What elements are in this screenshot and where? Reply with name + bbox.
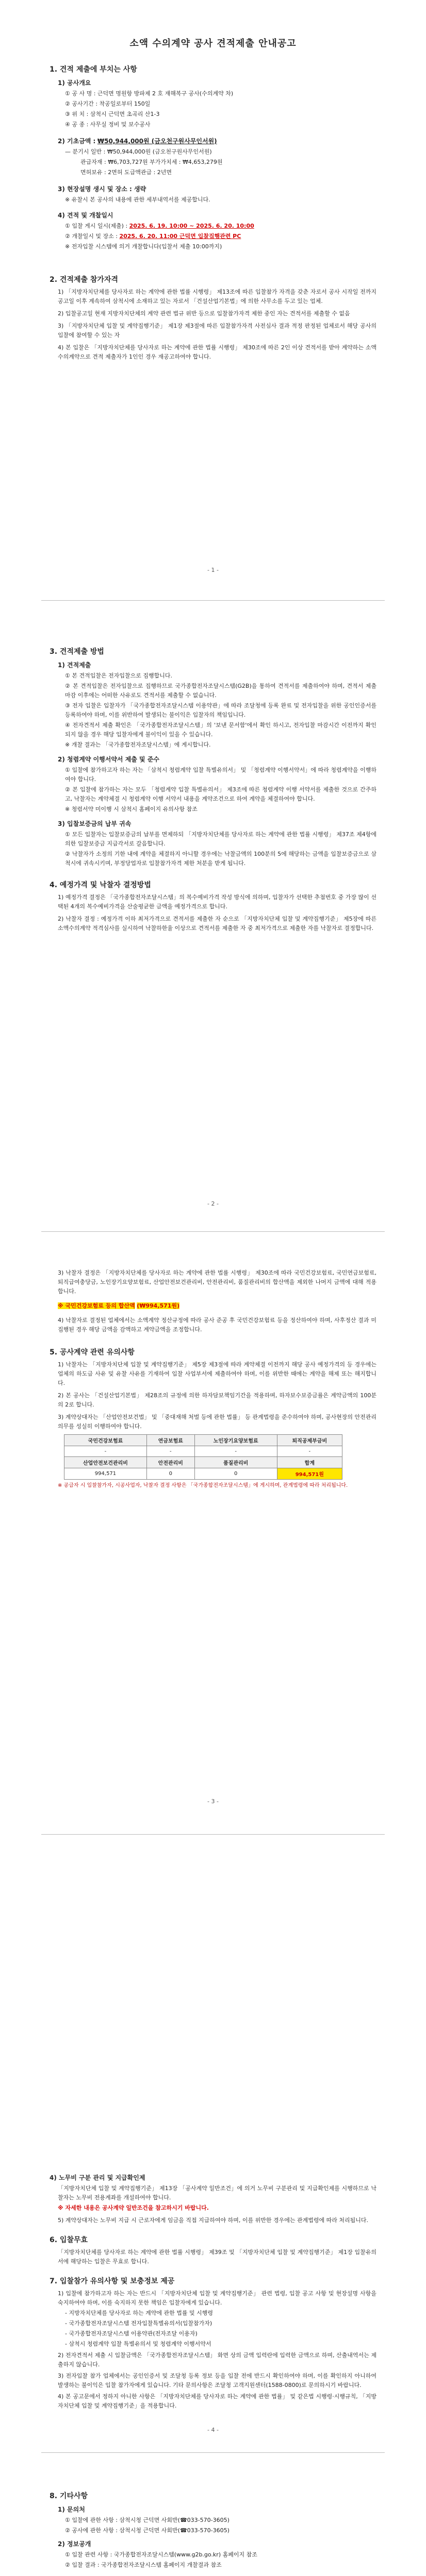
contract-item: 2) 본 공사는 「건설산업기본법」 제28조의 규정에 의한 하자담보책임기간을 적용하며, 하자보수보증금률은 계약금액의 100분의 2로 합니다.	[58, 1392, 376, 1408]
base-amount-label: 2) 기초금액 :	[58, 138, 96, 145]
section-6-heading: 6. 입찰무효	[50, 2236, 88, 2244]
notice-item: 4) 본 공고문에서 정하지 아니한 사항은 「지방자치단체를 당사자로 하는 계약에 관한 법률」 및 같은법 시행령·시행규칙, 「지방자치단체 입찰 및 계약집행기준」을 적용합니다.	[58, 2393, 376, 2409]
qualification-item: 3) 「지방자치단체 입찰 및 계약집행기준」 제1장 제3절에 따른 입찰참가자격 사전심사 결과 적정 판정된 업체로서 해당 공사의 입찰에 참여할 수 있는 자	[58, 323, 376, 338]
insurance-total-label: ※ 국민건강보험료 등의 합산액	[58, 1302, 135, 1309]
submission-item: ① 본 견적입찰은 전자입찰으로 집행합니다.	[65, 672, 172, 679]
document-title: 소액 수의계약 공사 견적제출 안내공고	[129, 38, 297, 49]
overview-item: ③ 위 치 : 삼척시 근덕면 초곡리 산1-3	[65, 111, 160, 117]
labor-cost-text: 「지방자치단체 입찰 및 계약집행기준」 제13장 「공사계약 일반조건」에 의거 노무비 구분관리 및 지급확인제를 시행하므로 낙찰자는 노무비 전용계좌를 개설하여야 합니다.	[58, 2185, 376, 2201]
section-1	[50, 57, 376, 363]
disclosure-item: ② 입찰 결과 : 국가종합전자조달시스템 홈페이지 개찰결과 참조	[65, 2562, 222, 2568]
page-divider	[41, 1231, 385, 1232]
qualification-item: 2) 입찰공고일 현재 지방자치단체의 계약 관련 법규 위반 등으로 입찰참가자격 제한 중인 자는 견적서를 제출할 수 없음	[58, 310, 350, 317]
invalid-bid-text: 「지방자치단체를 당사자로 하는 계약에 관한 법률 시행령」 제39조 및 「지방자치단체 입찰 및 계약집행기준」 제1장 입찰유의서에 해당하는 입찰은 무효로 합니다.	[58, 2249, 376, 2265]
submission-item: ② 본 견적입찰은 전자입찰으로 집행하므로 국가종합전자조달시스템(G2B)을 통하여 견적서를 제출하여야 하며, 견적서 제출 마감 이후에는 어떠한 사유로도 견적서를 제출할 수 없습니다.	[65, 683, 376, 699]
table-total: 994,571원	[277, 1468, 342, 1480]
overview-item: ④ 공 종 : 사무실 정비 및 보수공사	[65, 121, 151, 128]
labor-payment: 5) 계약상대자는 노무비 지급 시 근로자에게 임금을 직접 지급하여야 하며, 이를 위반한 경우에는 관계법령에 따라 처리됩니다.	[58, 2217, 369, 2224]
page-5	[0, 2458, 426, 2576]
qualification-item: 1) 「지방자치단체를 당사자로 하는 계약에 관한 법률 시행령」 제13조에 따른 입찰참가 자격을 갖춘 자로서 공사 시작일 전까지 공고일 이후 계속하여 삼척시에 소재하고 있는 자로서 「건설산업기본법」에 의한 사무소를 두고 있는 업체.	[58, 289, 376, 304]
price-item: 2) 낙찰자 결정 : 예정가격 이하 최저가격으로 견적서를 제출한 자 순으로 「지방자치단체 입찰 및 계약집행기준」 제5장에 따른 소액수의계약 적격심사를 실시하여 낙찰하한율 이상으로 견적서를 제출한 자 중 최저가격으로 제출한 자를 낙찰자로 결정합니다.	[58, 916, 376, 931]
table-cell: -	[146, 1446, 194, 1457]
deposit-item: ① 모든 입찰자는 입찰보증금의 납부를 면제하되 「지방자치단체를 당사자로 하는 계약에 관한 법률 시행령」 제37조 제4항에 의한 입찰보증금 지급각서로 갈음합니다.	[65, 831, 376, 847]
section-4-heading: 4. 예정가격 및 낙찰자 결정방법	[50, 881, 151, 889]
table-header: 안전관리비	[146, 1457, 194, 1468]
bid-schedule-heading: 4) 견적 및 개찰일시	[58, 212, 113, 219]
table-header: 노인장기요양보험료	[194, 1435, 277, 1446]
contact-item: ② 공사에 관한 사항 : 삼척시청 근덕면 사회반(☎033-570-3605)	[65, 2527, 230, 2534]
submission-note: ※ 개찰 결과는 「국가종합전자조달시스템」에 게시합니다.	[65, 741, 211, 748]
section-3-heading: 3. 견적제출 방법	[50, 648, 104, 656]
notice-item: 1) 입찰에 참가하고자 하는 자는 반드시 「지방자치단체 입찰 및 계약집행기준」 관련 법령, 입찰 공고 사항 및 현장설명 사항을 숙지하여야 하며, 이를 숙지하지 못한 책임은 입찰자에게 있습니다.	[58, 2290, 376, 2306]
bid-period: 2025. 6. 19. 10:00 ~ 2025. 6. 20. 10:00	[129, 223, 254, 229]
opening-label: ② 개찰일시 및 장소 :	[65, 233, 118, 240]
amount-breakdown: 관급자재 : ₩6,703,727원 부가가치세 : ₩4,653,279원	[80, 159, 223, 165]
section-8-heading: 8. 기타사항	[50, 2492, 88, 2500]
project-overview-heading: 1) 공사개요	[58, 79, 91, 87]
submission-item: ④ 전자견적서 제출 확인은 「국가종합전자조달시스템」의 '보낸 문서함'에서 확인 하시고, 전자입찰 마감시간 이전까지 확인되지 않을 경우 해당 입찰자에게 불이익이 있을 수 있습니다.	[65, 722, 376, 738]
qualification-item: 4) 본 입찰은 「지방자치단체를 당사자로 하는 계약에 관한 법률 시행령」 제30조에 따른 2인 이상 견적서를 받아 계약하는 소액수의계약으로 견적 제출자가 1인인 경우 재공고하여야 합니다.	[58, 344, 376, 360]
contract-item: 3) 계약상대자는 「산업안전보건법」 및 「중대재해 처벌 등에 관한 법률」 등 관계법령을 준수하여야 하며, 공사현장의 안전관리 의무를 성실히 이행하여야 합니다.	[58, 1414, 376, 1430]
section-5-heading: 5. 공사계약 관련 유의사항	[50, 1348, 135, 1357]
notice-subitem: - 삼척시 청렴계약 입찰 특별유의서 및 청렴계약 이행서약서	[65, 2341, 211, 2347]
table-header: 국민건강보험료	[64, 1435, 147, 1446]
insurance-total: (₩994,571원)	[137, 1302, 180, 1309]
page-1	[0, 0, 426, 592]
site-note: ※ 유찰시 본 공사의 내용에 관한 세부내역서를 제공합니다.	[65, 196, 210, 203]
page-number: - 2 -	[207, 1200, 219, 1207]
table-header: 품질관리비	[194, 1457, 277, 1468]
insurance-table	[64, 1434, 342, 1480]
overview-item: ② 공사기간 : 착공일로부터 150일	[65, 100, 151, 107]
submission-heading: 1) 견적제출	[58, 662, 91, 669]
page-number: - 4 -	[207, 2427, 219, 2433]
contract-item: 1) 낙찰자는 「지방자치단체 입찰 및 계약집행기준」 제5장 제3절에 따라 계약체결 이전까지 해당 공사 예정가격의 등 경우에는 업체의 하도급 사유 및 유찰 사유를 기재하여 입찰 사업부서에 제출하여야 하며, 이를 위반한 때에는 계약을 해제 또는 해지합니다.	[58, 1361, 376, 1386]
section-1-heading: 1. 견적 제출에 부치는 사항	[50, 65, 137, 74]
contact-item: ① 입찰에 관한 사항 : 삼척시청 근덕면 사회반(☎033-570-3605)	[65, 2517, 230, 2523]
table-header: 합계	[277, 1457, 342, 1468]
award-rule: 3) 낙찰자 결정은 「지방자치단체를 당사자로 하는 계약에 관한 법률 시행령」 제30조에 따라 국민건강보험료, 국민연금보험료, 퇴직급여충당금, 노인장기요양보험료, 산업안전보건관리비, 안전관리비, 품질관리비의 합산액을 제외한 나머지 금액에 대해 적용합니다.	[58, 1269, 376, 1295]
overview-item: ① 공 사 명 : 근덕면 명원항 방파제 2 호 재해복구 공사(수의계약 차)	[65, 90, 234, 97]
bid-period-label: ① 입찰 게시 일시(제출) :	[65, 223, 128, 229]
labor-cost-heading: 4) 노무비 구분 관리 및 지급확인제	[50, 2174, 145, 2181]
notice-subitem: - 국가종합전자조달시스템 전자입찰특별유의서(입찰참가자)	[65, 2320, 212, 2327]
table-header: 산업안전보건관리비	[64, 1457, 147, 1468]
amount-breakdown: — 분기시 일반 : ₩50,944,000원 (금오천구원사무인서원)	[65, 148, 212, 155]
disclosure-item: ① 입찰 관련 사항 : 국가종합전자조달시스템(www.g2b.go.kr) 홈페이지 참조	[65, 2551, 257, 2558]
opening-datetime: 2025. 6. 20. 11:00 근덕면 입찰집행관련 PC	[119, 233, 241, 240]
table-cell: 0	[194, 1468, 277, 1480]
notice-item: 3) 전자입찰 참가 업체에서는 공인인증서 및 조달청 등록 정보 등을 입찰 전에 반드시 확인하여야 하며, 이를 확인하지 아니하여 발생하는 불이익은 입찰 참가자에게 있습니다. 기타 문의사항은 조달청 고객지원센터(1588-0800)로 문의하시기 바랍니다.	[58, 2372, 376, 2388]
deposit-item: ② 낙찰자가 소정의 기한 내에 계약을 체결하지 아니할 경우에는 낙찰금액의 100분의 5에 해당하는 금액을 입찰보증금으로 삼척시에 귀속시키며, 부정당업자로 입찰참가자격 제한 처분을 받게 됩니다.	[65, 851, 376, 867]
integrity-item: ① 입찰에 참가하고자 하는 자는 「삼척시 청렴계약 입찰 특별유의서」 및 「청렴계약 이행서약서」에 따라 청렴계약을 이행하여야 합니다.	[65, 767, 376, 783]
table-note: ※ 공급자 시 입찰참가자, 시공사업자, 낙찰자 결정 사항은 「국가종합전자조달시스템」에 게시하며, 관계법령에 따라 처리됩니다.	[58, 1483, 348, 1488]
deposit-heading: 3) 입찰보증금의 납부 귀속	[58, 820, 132, 827]
table-cell: 0	[146, 1468, 194, 1480]
settlement-rule: 4) 낙찰자로 결정된 업체에서는 소액계약 정산규정에 따라 공사 준공 후 국민건강보험료 등을 정산하여야 하며, 사후정산 결과 미집행된 경우 해당 금액을 감액하고 계약금액을 조정합니다.	[58, 1317, 376, 1333]
labor-cost-note: ※ 자세한 내용은 공사계약 일반조건을 참고하시기 바랍니다.	[58, 2205, 209, 2211]
submission-item: ③ 전자 입찰은 입찰자가 「국가종합전자조달시스템 이용약관」에 따라 조달청에 등록 완료 및 전자입찰을 위한 공인인증서를 등록하여야 하며, 이를 위반하여 발생되는 불이익은 입찰자의 책임입니다.	[65, 702, 376, 718]
notice-item: 2) 전자견적서 제출 시 입찰금액은 「국가종합전자조달시스템」 화면 상의 금액 입력란에 입력한 금액으로 하며, 산출내역서는 제출하지 않습니다.	[58, 2352, 376, 2368]
notice-subitem: - 국가종합전자조달시스템 이용약관(전자조달 이용자)	[65, 2330, 198, 2337]
notice-subitem: - 지방자치단체를 당사자로 하는 계약에 관한 법률 및 시행령	[65, 2310, 213, 2316]
integrity-heading: 2) 청렴계약 이행서약서 제출 및 준수	[58, 756, 160, 763]
page-number: - 3 -	[207, 1798, 219, 1805]
disclosure-heading: 2) 정보공개	[58, 2540, 91, 2548]
page-divider	[41, 2452, 385, 2453]
amount-breakdown: 면허보유 : 2면허 도급액관급 : 2년면	[80, 169, 172, 176]
section-2-heading: 2. 견적제출 참가자격	[50, 276, 118, 284]
table-cell: -	[277, 1446, 342, 1457]
page-number: - 1 -	[207, 567, 219, 573]
table-cell: -	[64, 1446, 147, 1457]
page-divider	[41, 600, 385, 601]
price-item: 1) 예정가격 결정은 「국가종합전자조달시스템」의 복수예비가격 작성 방식에 의하며, 입찰자가 선택한 추첨번호 중 가장 많이 선택된 4개의 복수예비가격을 산술평균한 금액을 예정가격으로 합니다.	[58, 894, 376, 910]
integrity-note: ※ 청렴서약 미이행 시 삼척시 홈페이지 유의사항 참조	[65, 806, 198, 812]
page-4	[0, 1839, 426, 2447]
page-divider	[41, 1834, 385, 1835]
site-explanation: 3) 현장설명 생시 및 장소 : 생략	[58, 185, 146, 193]
contact-heading: 1) 문의처	[58, 2506, 85, 2513]
page-3	[0, 1236, 426, 1829]
table-header: 퇴직공제부금비	[277, 1435, 342, 1446]
base-amount: ₩50,944,000원 (금오천구원사무인서원)	[97, 138, 217, 145]
section-7-heading: 7. 입찰참가 유의사항 및 보충정보 제공	[50, 2277, 175, 2285]
table-header: 연금보험료	[146, 1435, 194, 1446]
table-cell: 994,571	[64, 1468, 147, 1480]
schedule-note: ※ 전자입찰 시스템에 의거 개찰합니다(입찰서 제출 10:00까지)	[65, 243, 222, 250]
table-cell: -	[194, 1446, 277, 1457]
integrity-item: ② 본 입찰에 참가하는 자는 모두 「청렴계약 입찰 특별유의서」 제3조에 따른 청렴계약 이행 서약서를 제출한 것으로 간주하고, 낙찰자는 계약체결 시 청렴계약 이행 서약서 내용을 계약조건으로 하여 계약을 체결하여야 합니다.	[65, 786, 376, 802]
page-2	[0, 608, 426, 1226]
